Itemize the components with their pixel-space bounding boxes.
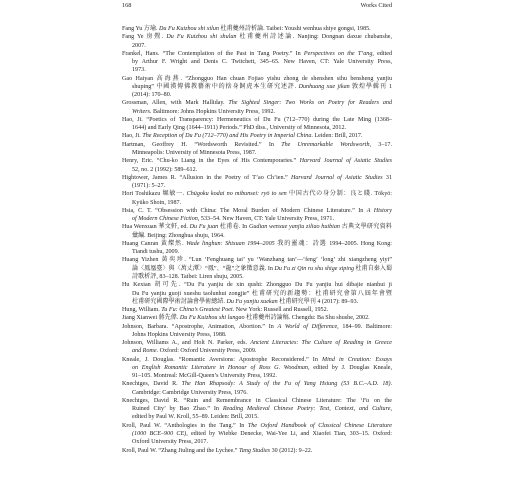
entry-text: (2014): 170–80.: [132, 92, 172, 99]
entry-line: [122, 132, 392, 140]
entry-line: [122, 223, 392, 231]
entry-text: Knechtges, David R. “Ruin and Remembrance in Classical Chinese Literature: The ‘: [122, 397, 363, 404]
entry-text: 敦煌學輯刊 1: [349, 83, 393, 90]
entry-line: [122, 397, 392, 405]
entry-text: Fang Yu 方瑜.: [122, 26, 160, 32]
entry-line: [122, 314, 392, 322]
entry-line: [122, 364, 392, 372]
bibliography-entry: [122, 132, 392, 140]
entry-text: 1973.: [132, 67, 146, 74]
entry-line: [122, 273, 392, 281]
entry-text: 杜甫夔州詩析論. Taibei: Youshi wenhua shiye gongsi, 1985.: [218, 26, 371, 32]
entry-title-italic: on English Romantic Literature in Honour of Ross G. Woodman: [132, 364, 308, 371]
entry-line: [122, 141, 392, 149]
entry-title-italic: Harvard Journal of Asiatic Studies: [299, 158, 392, 165]
entry-text: Hartman, Geoffrey H. “Wordsworth Revisited.” In: [122, 141, 282, 148]
entry-text: Hightower, James R. “Allusion in the Poetry of T’ao Ch’ien.”: [122, 174, 291, 181]
entry-text: . New York: Russell and Russell, 1952.: [232, 307, 329, 314]
entry-text: Johns Hopkins University Press, 1988.: [132, 331, 227, 338]
entry-text: Hsia, C. T. “Obsession with China: The Moral Burden of Modern Chinese Literature.” In: [122, 207, 367, 214]
entry-title-italic: The Sighted Singer: Two Works on Poetry for Readers and: [228, 100, 392, 107]
entry-text: Hu Kexian 胡可先. “Du Fu yanjiu de xin qushi: Zhongguo Du Fu yanjiu hui dibajie nianhui ji: [122, 282, 392, 289]
entry-line: [122, 248, 392, 256]
entry-text: Minneapolis: University of Minnesota Press, 1987.: [132, 149, 257, 156]
entry-text: Henry, Eric. “Chu-ko Liang in the Eyes of His Contemporaries.”: [122, 158, 300, 165]
entry-text: , 184–99. Baltimore:: [337, 323, 392, 330]
bibliography-entry: [122, 99, 392, 116]
entry-text: Hua Wenxuan 華文軒, ed.: [122, 224, 190, 231]
entry-line: [122, 207, 392, 215]
entry-line: [122, 298, 392, 306]
entry-line: [122, 190, 392, 198]
entry-text: 杜甫夔州詩論稿. Chengdu: Ba Shu shushe, 2002.: [244, 315, 370, 322]
entry-text: (1971): 5–27.: [132, 183, 166, 190]
entry-text: . Oxford: Oxford University Press, 2009.: [156, 348, 257, 355]
bibliography-entry: [122, 190, 392, 207]
entry-line: [122, 25, 392, 33]
entry-title-italic: and Rome: [132, 348, 157, 355]
entry-title-italic: The Unremarkable Wordsworth: [281, 141, 370, 148]
entry-text: 杜甫自秦入蜀: [353, 265, 392, 272]
entry-title-italic: Du Fu Kuizhou shi xilun: [159, 26, 219, 32]
entry-title-italic: Chūgoku kodai no mibunsei: ryō to sen: [186, 191, 287, 198]
entry-title-italic: Du Fu Kuizhou shi shulun: [166, 34, 237, 41]
entry-line: [122, 50, 392, 58]
entry-text: by Arthur F. Wright and Denis C. Twitchett, 345–65. New Haven, CT: Yale University Press,: [132, 59, 392, 66]
bibliography-entry: [122, 447, 392, 455]
entry-text: , 533–54. New Haven, CT: Yale University Press, 1971.: [197, 216, 334, 223]
entry-line: [122, 91, 392, 99]
entry-text: , edited: [372, 50, 392, 57]
entry-line: [122, 372, 392, 380]
entry-line: [122, 149, 392, 157]
bibliography-entry: [122, 223, 392, 240]
bibliography-entry: [122, 33, 392, 50]
bibliography-entry: [122, 116, 392, 133]
entry-text: 52, no. 2 (1992): 589–612.: [132, 166, 198, 173]
entry-text: Du Fu yanjiu guoji xueshu taolunhui zongjie” 杜甫研究的新趨勢：杜甫研究會第八屆年會暨: [132, 290, 392, 297]
bibliography-entry: [122, 240, 392, 257]
entry-line: [122, 75, 392, 83]
bibliography-entry: [122, 314, 392, 322]
entry-text: Fang Ye 房鷪.: [122, 34, 167, 41]
entry-text: Hung, William.: [122, 307, 162, 314]
bibliography-entry: [122, 207, 392, 224]
bibliography-entry: [122, 141, 392, 158]
entry-text: 杜甫卷. In: [218, 224, 249, 231]
entry-line: [122, 389, 392, 397]
entry-text: Grossman, Allen, with Mark Halliday.: [122, 100, 229, 107]
entry-line: [122, 182, 392, 190]
entry-line: [122, 422, 392, 430]
entry-text: 論〈鳳凰臺〉與〈萬丈潭〉“鳳”、“龍”之象徵意義. In: [132, 265, 275, 272]
entry-title-italic: Gudian wenxue yanjiu ziliao huibian: [248, 224, 340, 231]
entry-title-italic: of Modern Chinese Fiction: [132, 216, 198, 223]
entry-line: [122, 347, 392, 355]
entry-text: Kroll, Paul W. “Anthologies in the Tang.” In: [122, 422, 248, 429]
entry-line: [122, 33, 392, 41]
entry-line: [122, 447, 392, 455]
entry-line: [122, 339, 392, 347]
entry-title-italic: Du Fu juan: [189, 224, 219, 231]
entry-text: Hao, Ji.: [122, 133, 143, 140]
entry-line: [122, 331, 392, 339]
entry-line: [122, 66, 392, 74]
page-number: 168: [122, 2, 132, 9]
entry-title-italic: Ancient Literacies: The Culture of Reading in Greece: [250, 340, 392, 347]
entry-text: 中国古代の身分制：良と賤. Tōkyō:: [286, 191, 392, 198]
entry-text: 1644) and Early Qing (1644–1911) Periods.” PhD diss., University of Minnesota, 2012.: [132, 125, 347, 132]
entry-title-italic: Du Fu yanjiu xuekan: [226, 298, 278, 305]
entry-text: 2007.: [132, 42, 146, 49]
entry-text: shuping” 中國漢傳佛教藝術中的捨身飼虎本生研究述評.: [132, 83, 299, 90]
entry-title-italic: (1000 BCE–900 CE): [132, 431, 187, 438]
entry-line: [122, 58, 392, 66]
entry-title-italic: A World of Difference: [277, 323, 338, 330]
entry-line: [122, 256, 392, 264]
entry-text: Frankel, Hans. “The Contemplation of the Past in Tang Poetry.” In: [122, 50, 304, 57]
entry-text: .: [390, 381, 393, 388]
entry-text: 91–105. Montreal: McGill-Queen’s University Press, 1992.: [132, 373, 277, 380]
entry-line: [122, 430, 392, 438]
entry-text: Gao Haiyan 高海燕. “Zhongguo Han chuan Fojiao yishu zhong de shenshen sihu bensheng yanjiu: [122, 75, 392, 82]
bibliography-entry: [122, 356, 392, 381]
bibliography-entry: [122, 256, 392, 281]
bibliography-entry: [122, 157, 392, 174]
running-head: [122, 1, 392, 10]
entry-text: Johnson, Williams A., and Holt N. Parker, eds.: [122, 340, 251, 347]
entry-text: Hori Toshikazu 堀敏一.: [122, 191, 187, 198]
entry-title-italic: Mind in Creation: Essays: [322, 356, 393, 363]
entry-line: [122, 157, 392, 165]
entry-text: , edited by Wiebke Denecke, Wai-Yee Li, and Xiaofei Tian, 303–15. Oxford:: [186, 431, 392, 438]
entry-title-italic: The Oxford Handbook of Classical Chinese Literature: [247, 422, 393, 429]
entry-line: [122, 240, 392, 248]
section-title: Works Cited: [360, 2, 392, 9]
bibliography-entry: [122, 50, 392, 75]
entry-text: edited by Paul W. Kroll, 55–89. Leiden: Brill, 2015.: [132, 414, 259, 421]
entry-text: Ruined City’ by Bao Zhao.” In: [132, 406, 223, 413]
entry-line: [122, 99, 392, 107]
entry-line: [122, 116, 392, 124]
entry-text: Jiang Xianwei 蔣先偉.: [122, 315, 180, 322]
entry-text: Kneale, J. Douglas. “Romantic Aversions: Apostrophe Reconsidered.” In: [122, 356, 322, 363]
entry-title-italic: A History: [366, 207, 392, 214]
entry-text: Huang Yizhen 黃奕珍. “Lun ‘Fenghuang tai’ yu ‘Wanzhang tan’—‘feng’ ‘long’ zhi xiangzheng yiyi”: [122, 257, 392, 264]
entry-line: [122, 166, 392, 174]
bibliography-entry: [122, 422, 392, 447]
entry-text: 詩歌析評, 83–128. Taibei: Liren shuju, 2005.: [132, 273, 244, 280]
entry-line: [122, 438, 392, 446]
entry-text: Cambridge: Cambridge University Press, 1976.: [132, 389, 248, 396]
bibliography-entry: [122, 339, 392, 356]
entry-title-italic: Fu: [362, 397, 370, 404]
entry-text: . Leiden: Brill, 2017.: [311, 133, 363, 140]
entry-line: [122, 265, 392, 273]
entry-text: . Baltimore: Johns Hopkins University Press, 1992.: [149, 108, 276, 115]
entry-title-italic: Wade linghun: Shixuan 1994–2005: [186, 240, 275, 247]
entry-text: , edited by J. Douglas Kneale,: [307, 364, 393, 371]
entry-line: [122, 380, 392, 388]
bibliography-list: [122, 25, 392, 455]
bibliography-entry: [122, 174, 392, 191]
entry-line: [122, 306, 392, 314]
entry-title-italic: Tang Studies: [238, 447, 271, 454]
entry-text: 杜甫研究國際學術討論會學術總結.: [132, 298, 227, 305]
entry-line: [122, 124, 392, 132]
entry-title-italic: Du Fu zi Qin ru shu shige xiping: [274, 265, 354, 272]
bibliography-entry: [122, 75, 392, 100]
entry-line: [122, 42, 392, 50]
entry-line: [122, 323, 392, 331]
entry-text: Kyūko Shoin, 1987.: [132, 199, 182, 206]
entry-text: Knechtges, David R.: [122, 381, 182, 388]
entry-text: Tiandi tushu, 2009.: [132, 249, 180, 256]
entry-line: [122, 281, 392, 289]
entry-text: 杜甫夔州詩述論. Nanjing: Dongnan daxue chubanshe,: [236, 34, 392, 41]
entry-line: [122, 108, 392, 116]
entry-text: 古典文學研究資料: [339, 224, 392, 231]
entry-title-italic: Perspectives on the T’ang: [303, 50, 373, 57]
entry-title-italic: Reading Medieval Chinese Poetry: Text, Context, and Culture: [222, 406, 391, 413]
bibliography-entry: [122, 380, 392, 397]
bibliography-entry: [122, 25, 392, 33]
entry-line: [122, 232, 392, 240]
entry-text: 我的靈魂：詩選 1994–2005. Hong Kong:: [274, 240, 392, 247]
bibliography-entry: [122, 306, 392, 314]
entry-line: [122, 413, 392, 421]
entry-text: Oxford University Press, 2017.: [132, 439, 208, 446]
entry-text: Kroll, Paul W. “Zhang Jiuling and the Lychee.”: [122, 447, 239, 454]
entry-text: ,: [390, 406, 392, 413]
entry-text: , 3–17.: [369, 141, 392, 148]
entry-line: [122, 215, 392, 223]
entry-text: Johnson, Barbara. “Apostrophe, Animation, Abortion.” In: [122, 323, 278, 330]
entry-line: [122, 290, 392, 298]
entry-title-italic: Du Fu Kuizhou shi lungao: [179, 315, 245, 322]
bibliography-entry: [122, 397, 392, 422]
entry-line: [122, 405, 392, 413]
entry-line: [122, 174, 392, 182]
entry-text: 31: [382, 174, 392, 181]
bibliography-entry: [122, 323, 392, 340]
entry-text: 杜甫研究學刊 4 (2017): 89–93.: [277, 298, 359, 305]
entry-line: [122, 83, 392, 91]
entry-text: 30 (2012): 9–22.: [270, 447, 313, 454]
entry-title-italic: Harvard Journal of Asiatic Studies: [290, 174, 383, 181]
entry-text: Hao, Ji. “Poetics of Transparency: Hermeneutics of Du Fu (712–770) during the Late Ming (1368–: [122, 116, 392, 123]
entry-title-italic: The Han Rhapsody: A Study of the Fu of Yang Hsiung (53 B.C.–A.D. 18): [181, 381, 391, 388]
entry-title-italic: Dunhuang xue jikan: [298, 83, 350, 90]
entry-line: [122, 356, 392, 364]
entry-text: 彙編. Beijing: Zhonghua shuju, 1964.: [132, 232, 225, 239]
entry-line: [122, 199, 392, 207]
bibliography-entry: [122, 281, 392, 306]
entry-text: on the: [369, 397, 392, 404]
entry-text: Huang Canran 黃燦然.: [122, 240, 187, 247]
entry-title-italic: Writers: [132, 108, 150, 115]
entry-title-italic: Tu Fu: China’s Greatest Poet: [161, 307, 233, 314]
entry-title-italic: The Reception of Du Fu (712–770) and His Poetry in Imperial China: [142, 133, 312, 140]
